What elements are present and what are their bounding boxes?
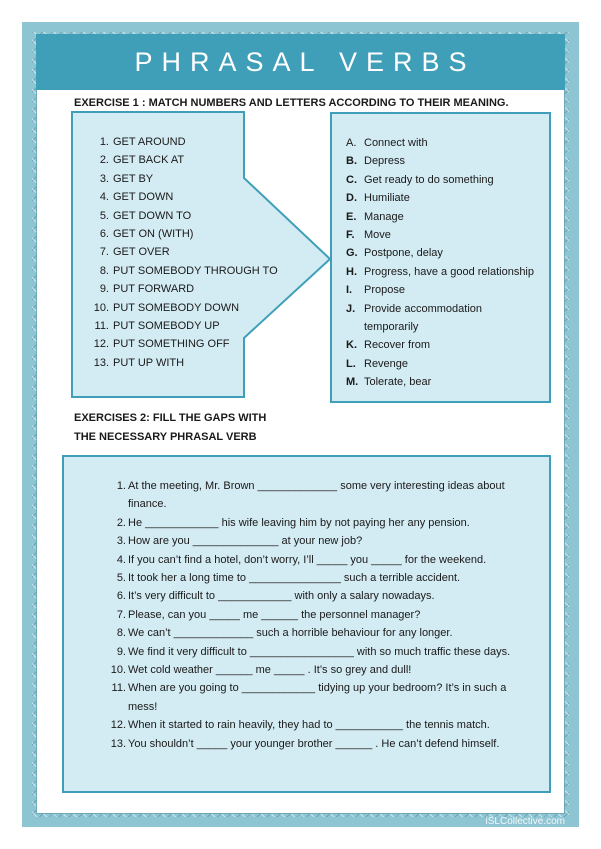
meaning-item xyxy=(346,281,534,299)
verb-number: 10. xyxy=(93,301,109,314)
verb-text: GET OVER xyxy=(113,246,170,259)
watermark: iSLCollective.com xyxy=(485,816,565,827)
meaning-text: Depress xyxy=(364,155,405,168)
meaning-text: Progress, have a good relationship xyxy=(364,265,534,278)
verb-item xyxy=(90,170,278,188)
meaning-text: Recover from xyxy=(364,339,431,352)
sentence-item xyxy=(108,624,523,642)
meaning-item xyxy=(346,208,534,226)
verb-text: GET BY xyxy=(113,172,154,185)
meaning-item xyxy=(346,373,534,391)
verb-number: 4. xyxy=(99,191,109,204)
meaning-text: temporarily xyxy=(364,320,419,333)
meaning-text: Postpone, delay xyxy=(364,247,443,260)
verb-number: 8. xyxy=(99,264,109,277)
sentence-text: Wet cold weather ______ me _____ . It’s so grey and dull! xyxy=(128,664,412,677)
exercise1-heading: EXERCISE 1 : MATCH NUMBERS AND LETTERS ACCORDING TO THEIR MEANING. xyxy=(74,97,509,109)
verb-number: 9. xyxy=(99,283,109,296)
sentence-number: 4. xyxy=(116,553,126,566)
verb-number: 1. xyxy=(99,136,109,148)
meaning-letter: C. xyxy=(346,173,357,186)
sentence-number: 13. xyxy=(110,737,126,750)
sentence-item xyxy=(108,477,523,514)
meaning-letter: J. xyxy=(346,302,356,315)
verb-text: GET BACK AT xyxy=(113,154,185,167)
meaning-letter: A. xyxy=(346,137,357,149)
sentence-number: 12. xyxy=(110,719,126,732)
meaning-letter: K. xyxy=(346,339,357,352)
meanings-box xyxy=(330,112,551,403)
verb-number: 7. xyxy=(99,246,109,259)
verbs-list-container xyxy=(90,133,278,372)
meaning-item xyxy=(346,244,534,262)
sentence-number: 3. xyxy=(116,535,126,548)
sentence-item xyxy=(108,514,523,532)
meaning-text: Revenge xyxy=(364,357,409,370)
meaning-item xyxy=(346,263,534,281)
meaning-text: Tolerate, bear xyxy=(364,376,432,389)
verb-item xyxy=(90,207,278,225)
sentence-text: Please, can you _____ me ______ the personnel manager? xyxy=(128,608,421,621)
verb-item xyxy=(90,280,278,298)
verb-item xyxy=(90,299,278,317)
verb-number: 3. xyxy=(99,172,109,185)
verb-item xyxy=(90,262,278,280)
meaning-letter: I. xyxy=(346,284,353,297)
meaning-letter: L. xyxy=(346,357,356,370)
sentence-number: 8. xyxy=(116,627,126,640)
sentence-text: When are you going to ____________ tidying up your bedroom? It’s in such a mess! xyxy=(128,682,507,713)
meaning-letter: H. xyxy=(346,265,357,278)
sentence-text: He ____________ his wife leaving him by not paying her any pension. xyxy=(128,516,470,529)
verb-text: PUT SOMETHING OFF xyxy=(113,338,230,351)
verb-text: GET ON (WITH) xyxy=(113,227,194,240)
verb-item xyxy=(90,188,278,206)
meaning-text: Provide accommodation xyxy=(364,302,483,315)
verb-item xyxy=(90,317,278,335)
verb-number: 2. xyxy=(99,154,109,167)
sentence-item xyxy=(108,551,523,569)
sentence-number: 10. xyxy=(110,664,126,677)
meaning-item xyxy=(346,152,534,170)
verb-number: 11. xyxy=(94,319,109,332)
meaning-item xyxy=(346,171,534,189)
sentence-number: 1. xyxy=(116,480,126,492)
sentence-item xyxy=(108,643,523,661)
verb-number: 5. xyxy=(99,209,109,222)
sentence-text: If you can’t find a hotel, don’t worry, I’ll _____ you _____ for the weekend. xyxy=(128,553,487,566)
meaning-letter: D. xyxy=(346,192,357,205)
sentence-number: 9. xyxy=(116,645,126,658)
meanings-list xyxy=(346,134,534,391)
meaning-letter: E. xyxy=(346,210,357,223)
sentence-item xyxy=(108,661,523,679)
sentence-number: 2. xyxy=(116,516,126,529)
sentence-item xyxy=(108,606,523,624)
verb-item xyxy=(90,225,278,243)
verb-text: GET DOWN xyxy=(113,191,174,204)
meaning-item xyxy=(346,189,534,207)
sentence-text: At the meeting, Mr. Brown _____________ some very interesting ideas about finance. xyxy=(128,480,505,511)
meaning-text: Humiliate xyxy=(364,192,410,205)
verb-text: PUT UP WITH xyxy=(113,356,185,369)
sentence-text: When it started to rain heavily, they had to ___________ the tennis match. xyxy=(128,719,490,732)
meaning-text: Get ready to do something xyxy=(364,173,494,186)
sentence-number: 5. xyxy=(116,572,126,585)
sentence-item xyxy=(108,569,523,587)
verb-item xyxy=(90,133,278,151)
sentence-number: 11. xyxy=(111,682,126,695)
verb-text: PUT SOMEBODY THROUGH TO xyxy=(113,264,278,277)
meaning-item xyxy=(346,226,534,244)
page-title: PHRASAL VERBS xyxy=(134,46,476,77)
sentence-text: It took her a long time to _______________ such a terrible accident. xyxy=(128,572,461,585)
meaning-letter: F. xyxy=(346,228,355,241)
sentences-list xyxy=(108,477,523,753)
meaning-letter xyxy=(346,318,364,336)
sentence-number: 6. xyxy=(116,590,126,603)
verb-text: GET DOWN TO xyxy=(113,209,192,222)
exercise2-heading-line2: THE NECESSARY PHRASAL VERB xyxy=(74,431,257,443)
verb-text: PUT SOMEBODY UP xyxy=(113,319,220,332)
meaning-text: Manage xyxy=(364,210,404,223)
meaning-item xyxy=(346,318,534,336)
meaning-text: Move xyxy=(364,228,391,241)
verb-text: PUT SOMEBODY DOWN xyxy=(113,301,240,314)
verb-item xyxy=(90,335,278,353)
verbs-list xyxy=(90,133,278,372)
meaning-item xyxy=(346,134,534,152)
sentence-item xyxy=(108,587,523,605)
verb-number: 12. xyxy=(93,338,109,351)
verb-text: PUT FORWARD xyxy=(113,283,195,296)
meaning-text: Propose xyxy=(364,284,405,297)
verb-item xyxy=(90,354,278,372)
meaning-item xyxy=(346,355,534,373)
meaning-letter: B. xyxy=(346,155,357,168)
sentence-text: How are you ______________ at your new job? xyxy=(128,535,363,548)
sentence-number: 7. xyxy=(116,608,126,621)
sentence-item xyxy=(108,735,523,753)
verb-number: 6. xyxy=(99,227,109,240)
fill-gaps-box xyxy=(62,455,551,793)
meaning-letter: G. xyxy=(346,247,358,260)
sentence-text: You shouldn’t _____ your younger brother ______ . He can’t defend himself. xyxy=(128,737,500,750)
verb-text: GET AROUND xyxy=(113,136,186,148)
verb-number: 13. xyxy=(93,356,109,369)
sentence-text: It’s very difficult to ____________ with only a salary nowadays. xyxy=(128,590,435,603)
meaning-item xyxy=(346,336,534,354)
sentence-item xyxy=(108,716,523,734)
meaning-text: Connect with xyxy=(364,137,428,149)
verb-item xyxy=(90,151,278,169)
sentence-text: We find it very difficult to _________________ with so much traffic these days. xyxy=(128,645,511,658)
sentence-text: We can’t _____________ such a horrible behaviour for any longer. xyxy=(128,627,453,640)
sentence-item xyxy=(108,679,523,716)
verb-item xyxy=(90,243,278,261)
sentence-item xyxy=(108,532,523,550)
meaning-letter: M. xyxy=(346,376,359,389)
meaning-item xyxy=(346,300,534,318)
exercise2-heading-line1: EXERCISES 2: FILL THE GAPS WITH xyxy=(74,412,267,424)
